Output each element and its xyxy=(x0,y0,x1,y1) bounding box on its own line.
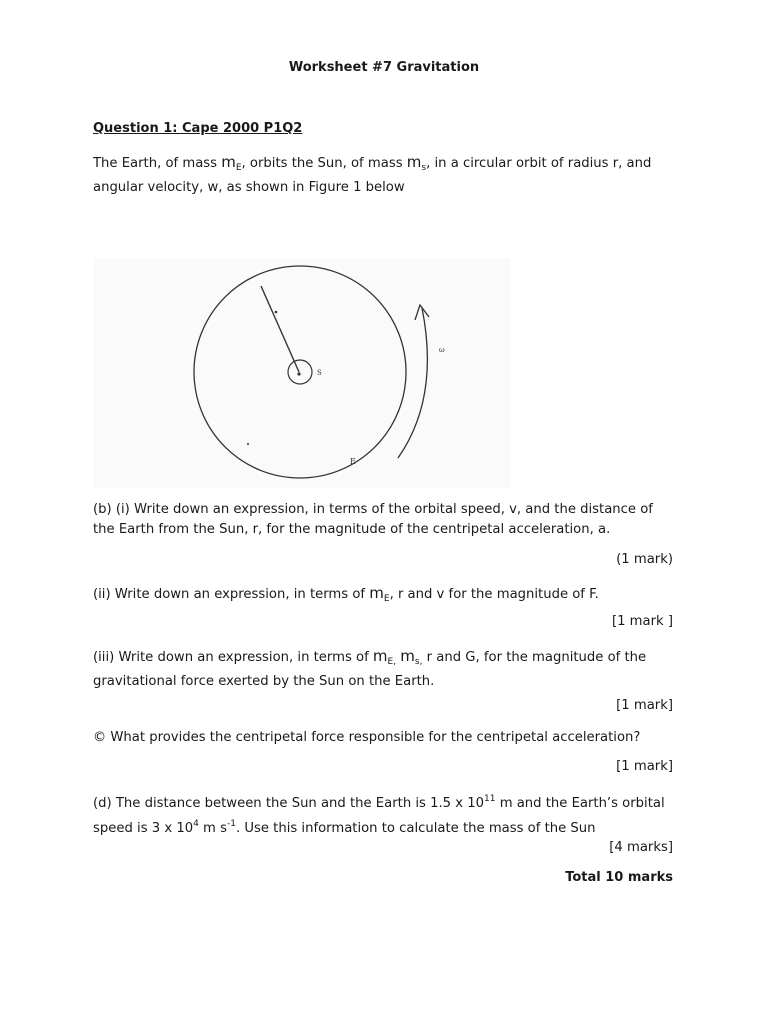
orbit-diagram-svg xyxy=(93,258,511,488)
mark-d: [4 marks] xyxy=(609,840,673,855)
intro-text-line2: angular velocity, w, as shown in Figure 1 below xyxy=(93,180,405,195)
b-iii-subscript-s: s, xyxy=(414,657,423,667)
mark-b-iii: [1 mark] xyxy=(616,698,673,713)
d-text-2: m and the Earth’s orbital speed is 3 x 10 xyxy=(93,796,665,836)
b-ii-subscript-e: E xyxy=(383,594,390,604)
mark-c: [1 mark] xyxy=(616,759,673,774)
mark-b-ii: [1 mark ] xyxy=(611,614,673,629)
d-text-3: m s xyxy=(198,821,227,836)
b-iii-mass-symbol-sun: m xyxy=(400,647,415,665)
stray-dot xyxy=(247,443,249,445)
intro-text-3: , in a circular orbit of radius r, and xyxy=(426,156,652,171)
question-b-ii xyxy=(93,583,678,609)
d-exponent-minus-1: -1 xyxy=(226,819,236,829)
sun-label: S xyxy=(317,369,322,377)
b-ii-text-2: , r and v for the magnitude of F. xyxy=(389,587,599,602)
b-iii-mass-symbol-earth: m xyxy=(372,647,388,665)
b-ii-text-1: (ii) Write down an expression, in terms of xyxy=(93,587,370,602)
mark-b-i: (1 mark) xyxy=(616,552,673,567)
b-ii-mass-symbol: m xyxy=(369,584,384,602)
sun-center-dot xyxy=(297,372,300,375)
question-b-iii xyxy=(93,646,678,692)
figure-orbit-diagram xyxy=(93,258,511,488)
subscript-e: E xyxy=(235,163,242,173)
d-text-4: . Use this information to calculate the mass of the Sun xyxy=(235,821,596,836)
d-exponent-11: 11 xyxy=(484,794,496,804)
d-exponent-4: 4 xyxy=(193,819,199,829)
omega-label: ω xyxy=(439,346,445,354)
question-heading: Question 1: Cape 2000 P1Q2 xyxy=(93,121,303,136)
b-iii-subscript-e: E, xyxy=(387,657,397,667)
subscript-s: s xyxy=(421,163,427,173)
radius-label-dot xyxy=(275,311,278,314)
question-c: © What provides the centripetal force responsible for the centripetal acceleration? xyxy=(93,730,641,745)
question-intro xyxy=(93,152,678,198)
mass-symbol-sun: m xyxy=(406,153,422,171)
intro-text-2: , orbits the Sun, of mass xyxy=(241,156,407,171)
mass-symbol-earth: m xyxy=(221,153,236,171)
total-marks: Total 10 marks xyxy=(565,870,673,885)
worksheet-title: Worksheet #7 Gravitation xyxy=(288,60,480,75)
b-iii-text-2: r and G, for the magnitude of the gravitational force exerted by the Sun on the Earth. xyxy=(93,650,647,689)
b-iii-text-1: (iii) Write down an expression, in terms of xyxy=(93,650,373,665)
earth-label: E xyxy=(350,457,356,466)
intro-text-1: The Earth, of mass xyxy=(93,156,222,171)
question-b-i: (b) (i) Write down an expression, in terms of the orbital speed, v, and the distance of the Earth from the Sun, r, for the magnitude of the centripetal acceleration, a. xyxy=(93,502,653,537)
question-d xyxy=(93,789,678,839)
d-text-1: (d) The distance between the Sun and the Earth is 1.5 x 10 xyxy=(93,796,485,811)
